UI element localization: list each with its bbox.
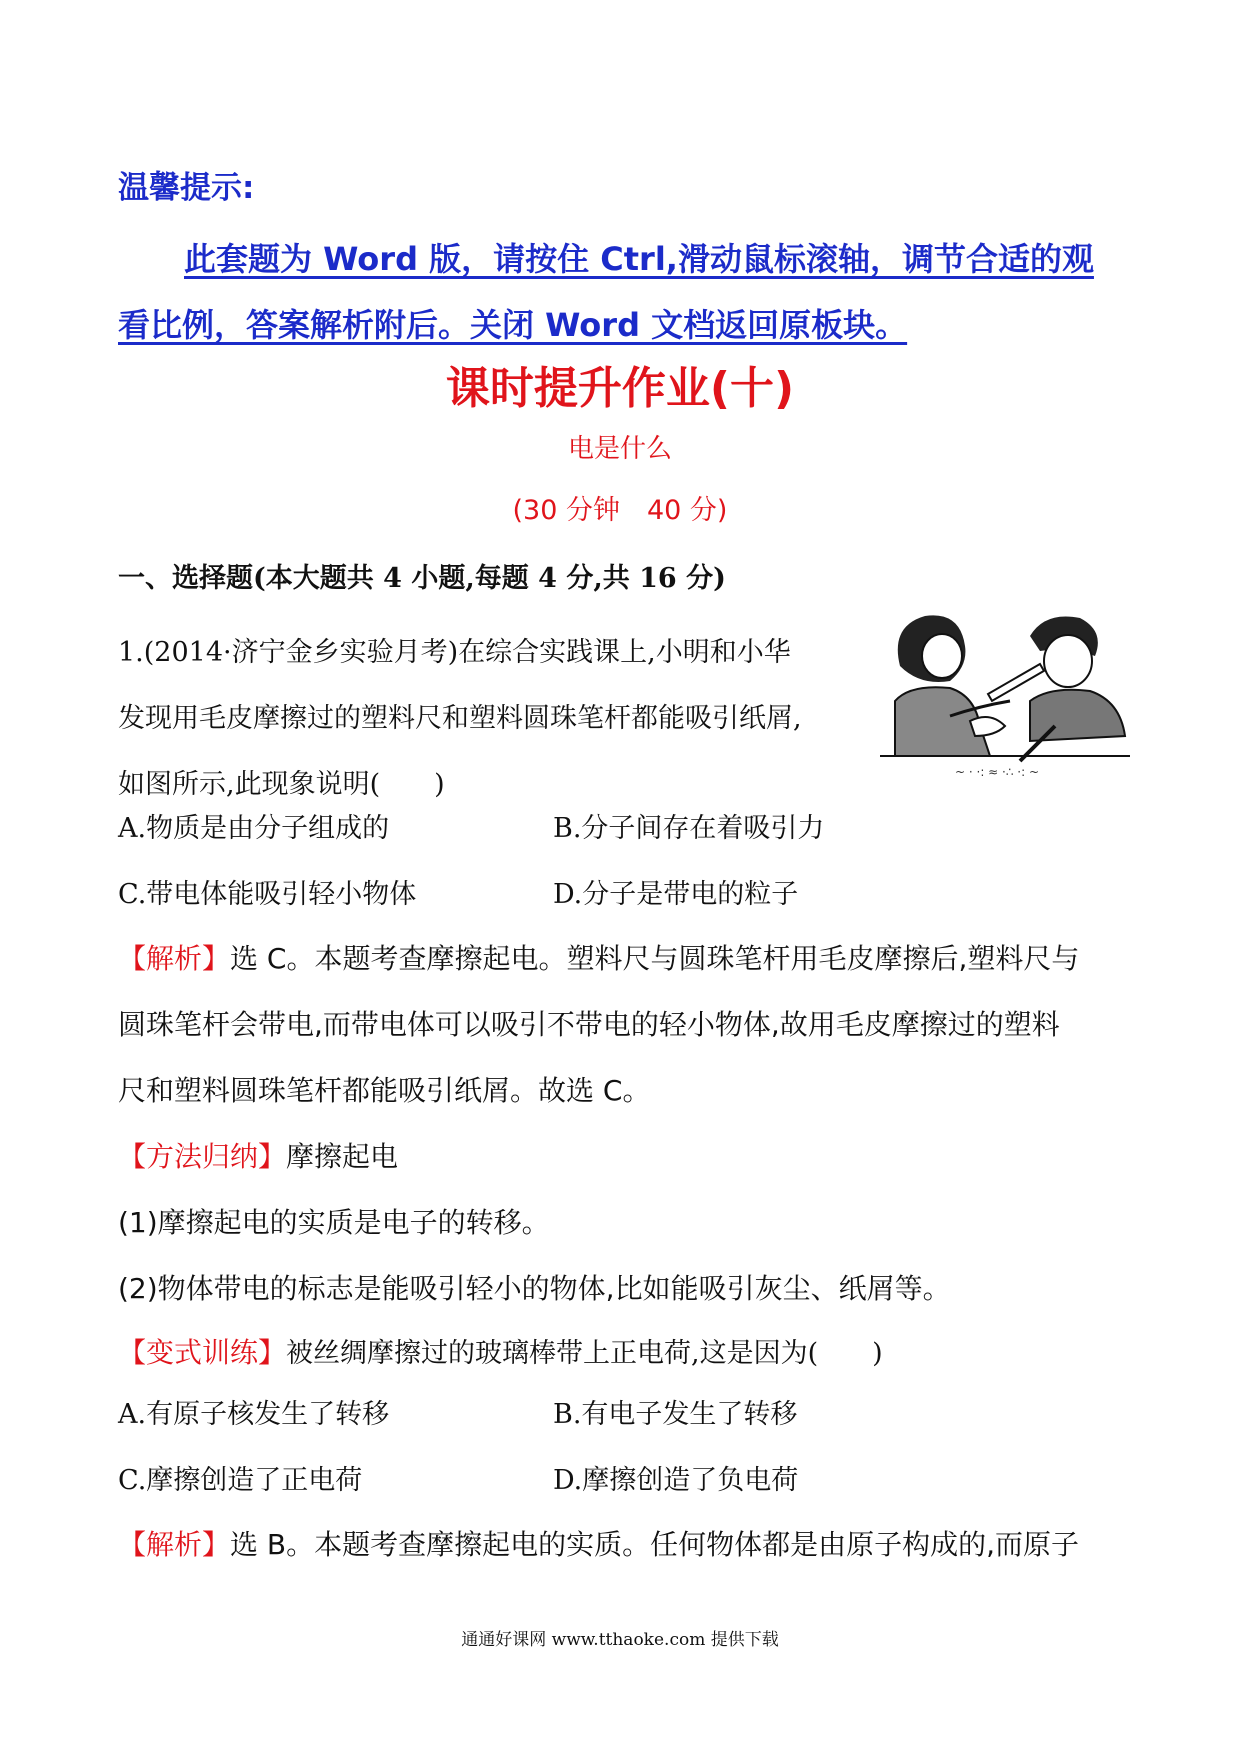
method-point-1: (1)摩擦起电的实质是电子的转移。	[118, 1206, 550, 1239]
variant-tag: 【变式训练】	[118, 1336, 287, 1369]
question-1-stem	[118, 620, 858, 818]
variant-option-a: A.有原子核发生了转移	[118, 1399, 390, 1430]
children-experiment-illustration	[880, 606, 1130, 781]
variant-option-b: B.有电子发生了转移	[553, 1399, 798, 1430]
method-heading: 摩擦起电	[286, 1140, 399, 1173]
variant-stem: 被丝绸摩擦过的玻璃棒带上正电荷,这是因为( )	[286, 1338, 883, 1369]
q1-option-a: A.物质是由分子组成的	[118, 813, 390, 844]
q1-analysis	[118, 926, 1128, 1124]
q1-option-b: B.分子间存在着吸引力	[553, 813, 825, 844]
footer-source: 通通好课网 www.tthaoke.com 提供下载	[461, 1630, 779, 1650]
page-title: 课时提升作业(十)	[445, 363, 795, 414]
method-summary	[118, 1124, 1128, 1322]
variant-analysis-line-1: 选 B。本题考查摩擦起电的实质。任何物体都是由原子构成的,而原子	[230, 1528, 1080, 1561]
section-heading: 一、选择题(本大题共 4 小题,每题 4 分,共 16 分)	[118, 563, 726, 594]
q1-option-d: D.分子是带电的粒子	[553, 879, 799, 910]
variant-analysis-tag: 【解析】	[118, 1528, 231, 1561]
tip-body	[118, 226, 1128, 358]
q1-line-1: 1.(2014·济宁金乡实验月考)在综合实践课上,小明和小华	[118, 637, 791, 668]
method-point-2: (2)物体带电的标志是能吸引轻小的物体,比如能吸引灰尘、纸屑等。	[118, 1272, 951, 1305]
variant-question	[118, 1320, 1128, 1387]
q1-option-c: C.带电体能吸引轻小物体	[118, 879, 417, 910]
time-score: (30 分钟 40 分)	[512, 495, 728, 526]
variant-option-d: D.摩擦创造了负电荷	[553, 1465, 799, 1496]
page-subtitle: 电是什么	[567, 434, 672, 464]
q1-line-2: 发现用毛皮摩擦过的塑料尺和塑料圆珠笔杆都能吸引纸屑,	[118, 703, 802, 734]
analysis-line-2: 圆珠笔杆会带电,而带电体可以吸引不带电的轻小物体,故用毛皮摩擦过的塑料	[118, 1008, 1060, 1041]
variant-analysis	[118, 1512, 1128, 1578]
tip-line-1: 此套题为 Word 版，请按住 Ctrl,滑动鼠标滚轴，调节合适的观	[184, 240, 1094, 278]
svg-text:~ · ·: ≈ ·∴ ·: ~: ~ · ·: ≈ ·∴ ·: ~	[955, 765, 1040, 779]
analysis-line-3: 尺和塑料圆珠笔杆都能吸引纸屑。故选 C。	[118, 1074, 651, 1107]
analysis-line-1: 选 C。本题考查摩擦起电。塑料尺与圆珠笔杆用毛皮摩擦后,塑料尺与	[230, 942, 1080, 975]
method-tag: 【方法归纳】	[118, 1140, 287, 1173]
q1-line-3: 如图所示,此现象说明( )	[118, 769, 445, 800]
tip-title: 温馨提示:	[118, 170, 255, 206]
analysis-tag: 【解析】	[118, 942, 231, 975]
tip-line-2: 看比例，答案解析附后。关闭 Word 文档返回原板块。	[118, 306, 908, 344]
variant-option-c: C.摩擦创造了正电荷	[118, 1465, 363, 1496]
